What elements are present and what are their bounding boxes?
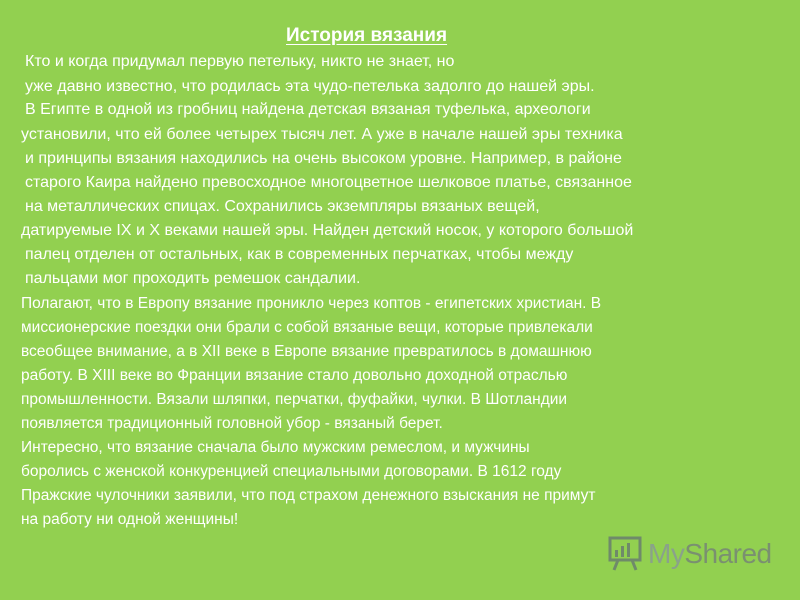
paragraph-line: палец отделен от остальных, как в современных перчатках, чтобы между [25,246,574,263]
slide-title: История вязания [286,25,448,46]
paragraph-line: на металлических спицах. Сохранились экземпляры вязаных вещей, [25,198,540,215]
paragraph-line: работу. В XIII веке во Франции вязание стало довольно доходной отраслью [21,367,568,384]
paragraph-line: пальцами мог проходить ремешок сандалии. [25,270,361,287]
paragraph-line: боролись с женской конкуренцией специальными договорами. В 1612 году [21,463,562,480]
paragraph-line: на работу ни одной женщины! [21,511,239,528]
paragraph-line: Интересно, что вязание сначала было мужским ремеслом, и мужчины [21,439,530,456]
logo-text-shared: Shared [684,538,772,569]
paragraph-line: старого Каира найдено превосходное многоцветное шелковое платье, связанное [25,174,632,191]
paragraph-line: промышленности. Вязали шляпки, перчатки, фуфайки, чулки. В Шотландии [21,391,568,408]
paragraph-line: появляется традиционный головной убор - вязаный берет. [21,415,443,432]
myshared-logo [608,536,772,572]
logo-text-my: My [648,538,685,569]
paragraph-line: В Египте в одной из гробниц найдена детская вязаная туфелька, археологи [25,101,591,118]
presentation-board-icon [608,536,642,572]
paragraph-line: Пражские чулочники заявили, что под страхом денежного взыскания не примут [21,487,596,504]
paragraph-line: уже давно известно, что родилась эта чудо-петелька задолго до нашей эры. [25,78,595,95]
paragraph-line: миссионерские поездки они брали с собой вязаные вещи, которые привлекали [21,319,593,336]
paragraph-line: и принципы вязания находились на очень высоком уровне. Например, в районе [25,150,622,167]
paragraph-line: установили, что ей более четырех тысяч лет. А уже в начале нашей эры техника [21,126,623,143]
paragraph-line: Кто и когда придумал первую петельку, никто не знает, но [25,53,455,70]
paragraph-line: всеобщее внимание, а в XII веке в Европе вязание превратилось в домашнюю [21,343,592,360]
paragraph-line: датируемые IX и X веками нашей эры. Найден детский носок, у которого большой [21,222,634,239]
paragraph-line: Полагают, что в Европу вязание проникло через коптов - египетских христиан. В [21,295,602,312]
